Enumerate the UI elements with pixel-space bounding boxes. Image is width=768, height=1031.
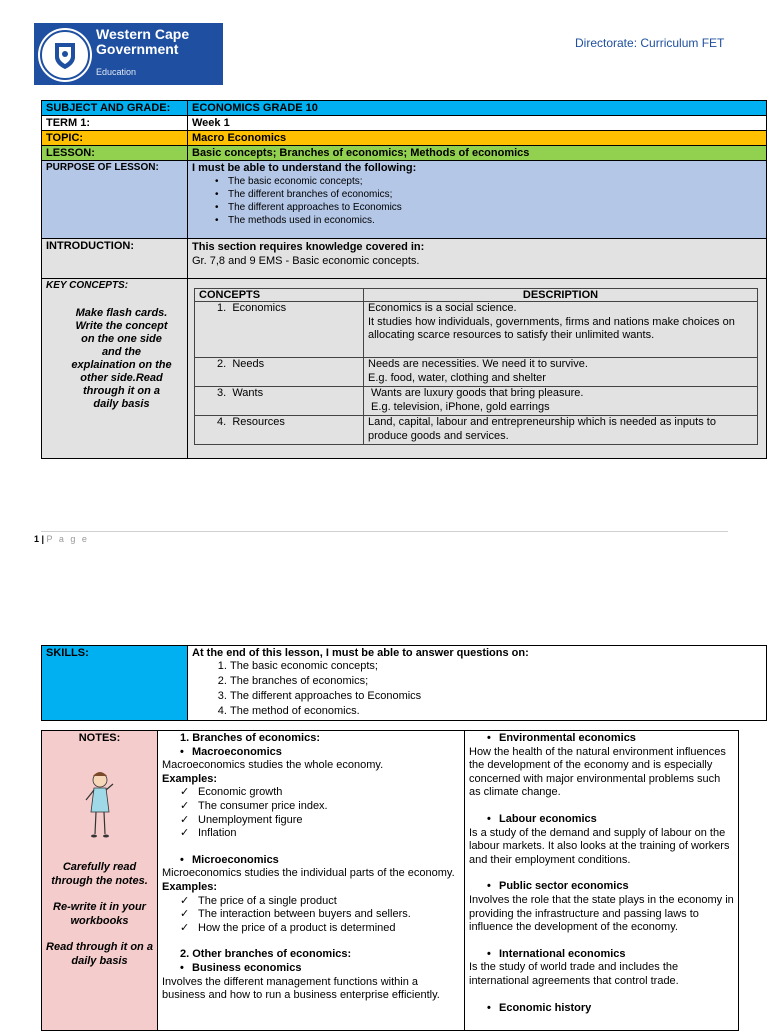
labour-heading: • Labour economics [469,813,734,827]
purpose-list [228,175,762,227]
lesson-table [41,100,767,459]
notes-column-left [158,731,465,1031]
concept-name: 2. Needs [195,358,364,387]
list-item: • The basic economic concepts; [228,175,762,188]
notes-side-cell [42,731,158,1031]
crest-icon [38,28,92,82]
concepts-table [194,288,758,445]
intl-text: Is the study of world trade and includes the international agreements that control trade. [469,961,679,987]
list-item: 2. The branches of economics; [230,674,762,689]
concept-description: Land, capital, labour and entrepreneurship which is needed as inputs to produce goods and services. [364,416,758,445]
skills-table [41,645,767,721]
intro-title: This section requires knowledge covered in: [192,241,425,253]
notes-column-right [465,731,739,1031]
intro-text: Gr. 7,8 and 9 EMS - Basic economic concepts. [192,255,420,267]
subject-label: SUBJECT AND GRADE: [42,101,188,116]
concepts-cell [188,279,767,459]
list-item: ✓ Economic growth [176,786,460,800]
notes-instruction-rewrite: Re-write it in your workbooks [53,901,146,927]
list-item: ✓ Unemployment figure [176,814,460,828]
list-item: ✓ Inflation [176,827,460,841]
key-concepts-cell [42,279,188,459]
notes-table [41,730,739,1031]
list-item: 1. The basic economic concepts; [230,659,762,674]
list-item: ✓ How the price of a product is determined [176,922,460,936]
footer-divider [41,531,728,532]
micro-examples [176,895,460,936]
other-branches-heading: 2. Other branches of economics: [180,948,352,961]
purpose-cell [188,161,767,239]
notes-instruction-daily: Read through it on a daily basis [46,941,153,967]
notes-instruction-read: Carefully read through the notes. [51,861,148,887]
intro-cell [188,239,767,279]
description-header: DESCRIPTION [364,289,758,302]
lesson-value: Basic concepts; Branches of economics; Methods of economics [188,146,767,161]
concept-description: Wants are luxury goods that bring pleasure. E.g. television, iPhone, gold earrings [364,387,758,416]
flash-card-instruction: Make flash cards. Write the concept on the one side and the explaination on the other side.Read through it on a daily basis [71,307,172,410]
list-item: • The different branches of economics; [228,188,762,201]
concept-description: Needs are necessities. We need it to survive. E.g. food, water, clothing and shelter [364,358,758,387]
list-item: • The different approaches to Economics [228,201,762,214]
env-text: How the health of the natural environment influences the development of the economy and is especially concerned with major environmental problems such as climate change. [469,745,726,799]
branches-heading: 1. Branches of economics: [180,732,320,744]
list-item: ✓ The interaction between buyers and sellers. [176,908,460,922]
term-label: TERM 1: [42,116,188,131]
public-heading: • Public sector economics [469,880,734,894]
public-text: Involves the role that the state plays in the economy in providing the infrastructure and passing laws to influence the development of the economy. [469,893,734,934]
macro-examples [176,786,460,840]
history-heading: • Economic history [469,1002,734,1016]
skills-label: SKILLS: [42,646,188,721]
skills-list [230,659,762,719]
macro-text: Macroeconomics studies the whole economy. [162,759,384,772]
logo-subtitle: Education [96,67,137,77]
business-text: Involves the different management functions within a business and how to run a business enterprise efficiently. [162,975,440,1002]
reading-lady-icon [81,770,119,840]
logo-name: Western Cape Government [96,26,190,57]
subject-value: ECONOMICS GRADE 10 [188,101,767,116]
skills-cell [188,646,767,721]
key-concepts-label: KEY CONCEPTS: [46,280,129,291]
directorate-label: Directorate: Curriculum FET [575,36,725,50]
concept-description: Economics is a social science. It studies how individuals, governments, firms and nations make choices on allocating scarce resources to satisfy their unlimited wants. [364,302,758,358]
list-item: • The methods used in economics. [228,214,762,227]
intl-heading: • International economics [469,948,734,962]
list-item: ✓ The price of a single product [176,895,460,909]
examples-label: Examples: [162,880,218,893]
notes-label: NOTES: [78,732,121,744]
page-number: 1 | P a g e [34,534,89,544]
topic-label: TOPIC: [42,131,188,146]
purpose-label: PURPOSE OF LESSON: [42,161,188,239]
purpose-title: I must be able to understand the following: [192,162,417,174]
intro-label: INTRODUCTION: [42,239,188,279]
business-heading: • Business economics [162,962,460,976]
skills-title: At the end of this lesson, I must be able to answer questions on: [192,647,529,659]
term-value: Week 1 [188,116,767,131]
concept-name: 4. Resources [195,416,364,445]
topic-value: Macro Economics [188,131,767,146]
macro-heading: • Macroeconomics [162,746,460,760]
env-heading: • Environmental economics [469,732,734,746]
labour-text: Is a study of the demand and supply of labour on the labour markets. It also looks at the training of workers and their employment conditions. [469,826,730,866]
wcg-logo [34,23,223,85]
list-item: ✓ The consumer price index. [176,800,460,814]
concepts-header: CONCEPTS [195,289,364,302]
list-item: 3. The different approaches to Economics [230,689,762,704]
micro-text: Microeconomics studies the individual parts of the economy. [162,867,455,880]
examples-label: Examples: [162,772,218,785]
lesson-label: LESSON: [42,146,188,161]
list-item: 4. The method of economics. [230,704,762,719]
concept-name: 3. Wants [195,387,364,416]
concept-name: 1. Economics [195,302,364,358]
micro-heading: • Microeconomics [162,854,460,868]
